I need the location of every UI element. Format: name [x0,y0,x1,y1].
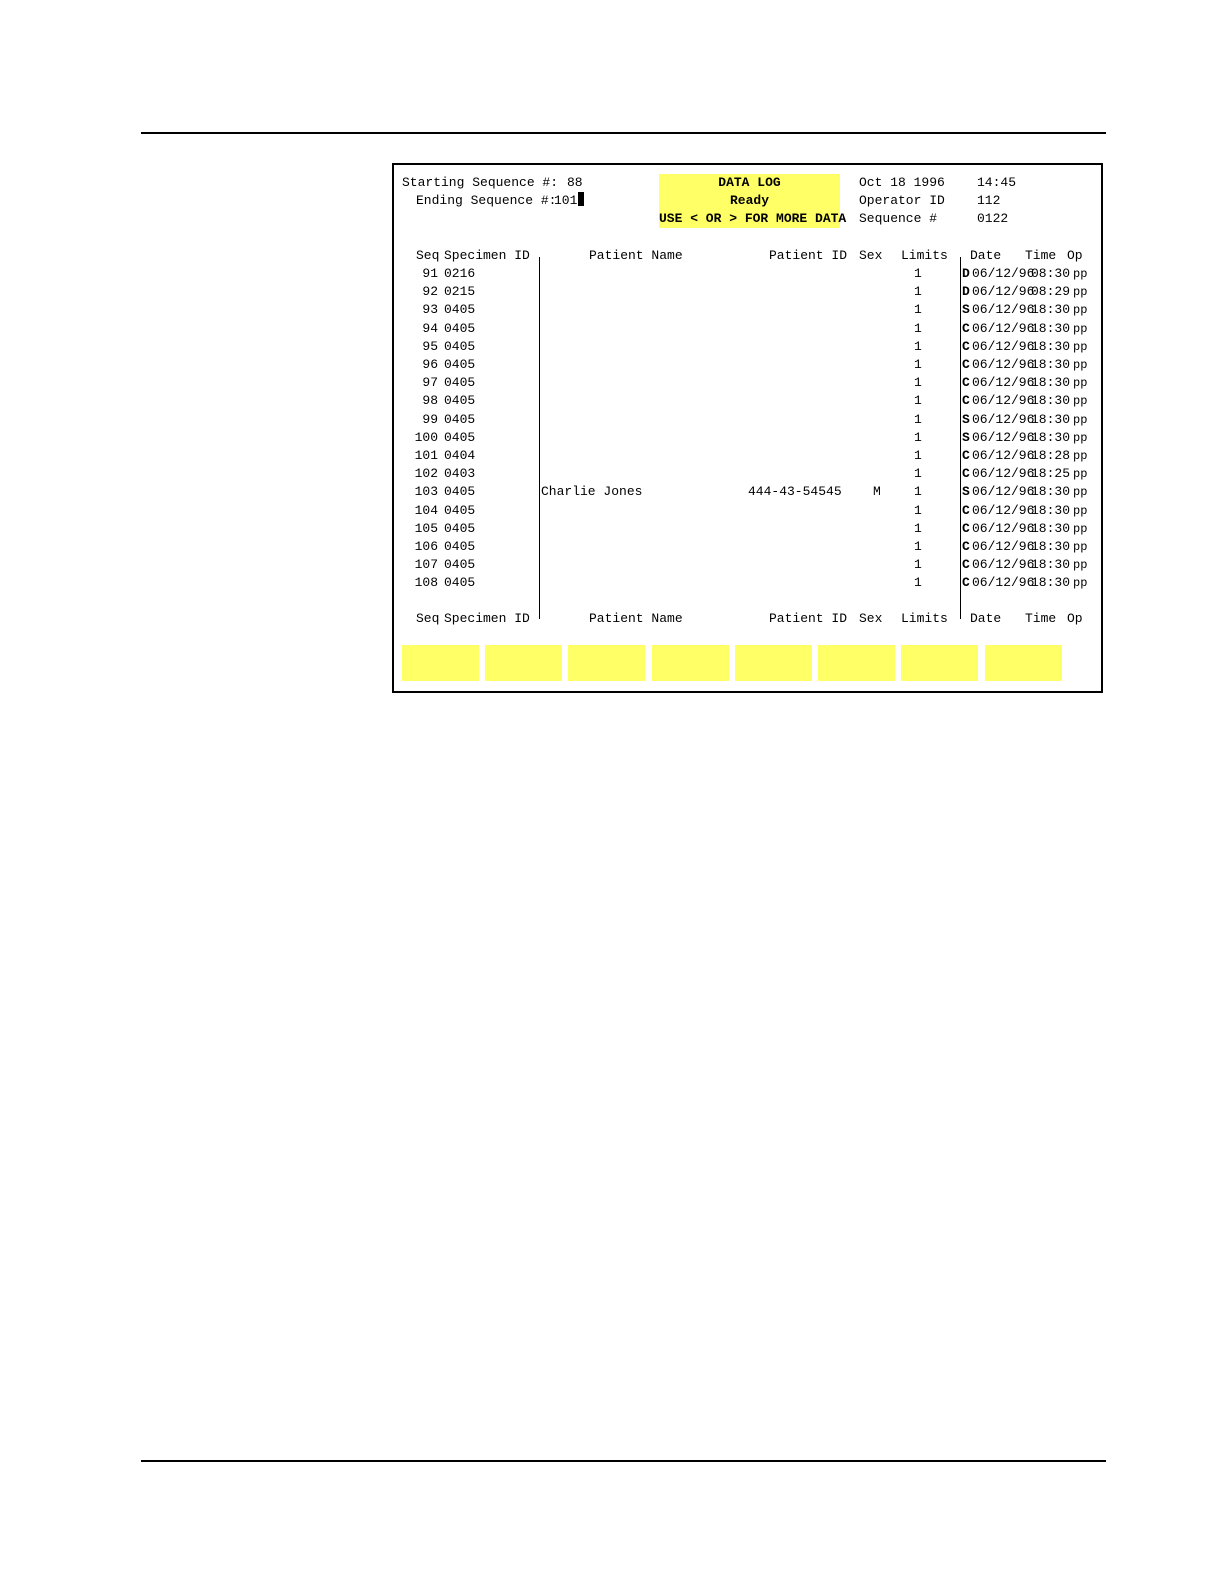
row-operator: pp [1073,303,1088,318]
navigation-hint: USE < OR > FOR MORE DATA [659,211,847,226]
row-operator: pp [1073,558,1088,573]
row-limits: 1 [914,338,922,354]
row-operator: pp [1073,394,1088,409]
top-rule [141,132,1106,134]
row-date: 06/12/96 [972,357,1035,372]
row-operator: pp [1073,285,1088,300]
row-patient-name: Charlie Jones [541,484,643,500]
status-panel [659,174,847,228]
row-date: 06/12/96 [972,520,1035,536]
row-date: 06/12/96 [972,557,1035,573]
row-date: 06/12/96 [972,411,1035,427]
col-patient-id-header: Patient ID [769,248,848,263]
table-row[interactable] [394,374,1101,392]
row-time: 18:30 [1031,520,1071,536]
row-date: 06/12/96 [972,429,1035,445]
row-flag: C [962,375,970,391]
row-time: 18:30 [1031,302,1071,318]
row-specimen-id: 0405 [444,502,476,518]
table-row[interactable] [394,556,1101,574]
col-limits-footer: Limits [901,611,948,626]
table-row[interactable] [394,392,1101,410]
row-limits: 1 [914,266,922,281]
row-seq: 104 [414,502,438,518]
row-date: 06/12/96 [972,284,1035,300]
row-date: 06/12/96 [972,338,1035,354]
row-flag: S [962,411,970,427]
row-operator: pp [1073,358,1088,372]
row-date: 06/12/96 [972,320,1035,336]
row-limits: 1 [914,375,922,391]
row-specimen-id: 0405 [444,484,476,500]
row-time: 18:30 [1031,539,1071,554]
function-key-4[interactable] [652,645,729,681]
table-row[interactable] [394,338,1101,356]
function-key-6[interactable] [818,645,895,681]
row-flag: C [962,448,970,463]
row-operator: pp [1073,412,1088,427]
row-date: 06/12/96 [972,502,1035,518]
row-date: 06/12/96 [972,466,1035,482]
row-limits: 1 [914,466,922,482]
col-patient-id-footer: Patient ID [769,611,848,626]
row-limits: 1 [914,448,922,463]
screen-title: DATA LOG [718,175,781,190]
row-specimen-id: 0405 [444,375,476,391]
row-specimen-id: 0405 [444,302,476,318]
row-seq: 94 [422,320,438,336]
col-specimen-footer: Specimen ID [444,611,530,626]
row-limits: 1 [914,320,922,336]
text-cursor [578,192,584,206]
row-operator: pp [1073,521,1088,536]
row-operator: pp [1073,339,1088,354]
row-specimen-id: 0405 [444,357,476,372]
row-time: 08:30 [1031,266,1071,281]
col-specimen-header: Specimen ID [444,248,530,263]
row-flag: C [962,520,970,536]
row-time: 18:30 [1031,411,1071,427]
row-time: 18:30 [1031,502,1071,518]
row-flag: C [962,338,970,354]
row-seq: 101 [414,448,438,463]
table-row[interactable] [394,356,1101,374]
row-date: 06/12/96 [972,266,1035,281]
row-operator: pp [1073,267,1088,281]
table-row[interactable] [394,320,1101,338]
row-time: 18:28 [1031,448,1071,463]
row-operator: pp [1073,467,1088,482]
row-flag: S [962,429,970,445]
row-time: 18:30 [1031,320,1071,336]
data-log-screen [392,163,1103,693]
row-operator: pp [1073,503,1088,518]
row-seq: 106 [414,539,438,554]
function-key-7[interactable] [901,645,978,681]
row-seq: 108 [414,575,438,591]
starting-sequence-field[interactable]: 88 [567,175,583,190]
row-flag: C [962,575,970,591]
row-time: 18:30 [1031,393,1071,409]
row-seq: 102 [414,466,438,482]
row-time: 18:30 [1031,338,1071,354]
row-flag: C [962,557,970,573]
row-flag: C [962,539,970,554]
row-time: 18:30 [1031,575,1071,591]
row-seq: 100 [414,429,438,445]
row-limits: 1 [914,357,922,372]
sequence-number-label: Sequence # [859,211,938,226]
row-operator: pp [1073,321,1088,336]
operator-id-value: 112 [977,193,1001,208]
row-specimen-id: 0405 [444,393,476,409]
function-key-2[interactable] [485,645,562,681]
table-row[interactable] [394,283,1101,301]
row-limits: 1 [914,429,922,445]
col-patient-name-footer: Patient Name [589,611,683,626]
row-date: 06/12/96 [972,393,1035,409]
row-specimen-id: 0403 [444,466,476,482]
row-time: 08:29 [1031,284,1071,300]
col-seq-header: Seq [416,248,440,263]
col-date-header: Date [970,248,1002,263]
row-flag: C [962,320,970,336]
table-row[interactable] [394,520,1101,538]
row-limits: 1 [914,539,922,554]
row-operator: pp [1073,576,1088,591]
row-flag: C [962,466,970,482]
ending-sequence-label: Ending Sequence #: [416,193,557,208]
row-flag: D [962,284,970,300]
row-operator: pp [1073,449,1088,463]
table-row[interactable] [394,574,1101,592]
table-row[interactable] [394,429,1101,447]
row-time: 18:30 [1031,484,1071,500]
row-specimen-id: 0405 [444,557,476,573]
col-patient-name-header: Patient Name [589,248,683,263]
row-specimen-id: 0405 [444,575,476,591]
col-time-footer: Time [1025,611,1057,626]
row-limits: 1 [914,284,922,300]
operator-id-label: Operator ID [859,193,945,208]
row-seq: 93 [422,302,438,318]
row-limits: 1 [914,411,922,427]
ending-sequence-value: 101 [554,193,578,208]
row-limits: 1 [914,557,922,573]
row-date: 06/12/96 [972,448,1035,463]
row-operator: pp [1073,540,1088,554]
col-op-footer: Op [1067,611,1083,626]
starting-sequence-label: Starting Sequence #: [402,175,559,190]
row-specimen-id: 0405 [444,320,476,336]
col-op-header: Op [1067,248,1083,263]
row-seq: 95 [422,338,438,354]
col-seq-footer: Seq [416,611,440,626]
table-row[interactable] [394,465,1101,483]
row-specimen-id: 0404 [444,448,476,463]
table-row[interactable] [394,483,1101,501]
row-seq: 91 [422,266,438,281]
row-time: 18:30 [1031,429,1071,445]
current-date: Oct 18 1996 [859,175,945,190]
row-time: 18:25 [1031,466,1071,482]
row-flag: S [962,302,970,318]
table-row[interactable] [394,538,1101,556]
row-date: 06/12/96 [972,375,1035,391]
ending-sequence-field[interactable] [554,192,584,210]
row-limits: 1 [914,502,922,518]
col-date-footer: Date [970,611,1002,626]
row-limits: 1 [914,520,922,536]
table-row[interactable] [394,265,1101,283]
row-seq: 99 [422,411,438,427]
row-limits: 1 [914,575,922,591]
row-date: 06/12/96 [972,539,1035,554]
row-specimen-id: 0405 [444,520,476,536]
row-time: 18:30 [1031,357,1071,372]
row-specimen-id: 0216 [444,266,476,281]
row-specimen-id: 0405 [444,338,476,354]
current-time: 14:45 [977,175,1017,190]
row-date: 06/12/96 [972,302,1035,318]
row-seq: 105 [414,520,438,536]
function-key-5[interactable] [735,645,812,681]
row-specimen-id: 0215 [444,284,476,300]
row-seq: 97 [422,375,438,391]
row-flag: C [962,357,970,372]
table-row[interactable] [394,411,1101,429]
row-time: 18:30 [1031,375,1071,391]
bottom-rule [141,1460,1106,1462]
row-date: 06/12/96 [972,575,1035,591]
row-limits: 1 [914,302,922,318]
row-date: 06/12/96 [972,484,1035,500]
col-limits-header: Limits [901,248,948,263]
row-limits: 1 [914,484,922,500]
function-key-1[interactable] [402,645,479,681]
sequence-number-value: 0122 [977,211,1009,226]
table-row[interactable] [394,502,1101,520]
row-flag: C [962,393,970,409]
status-text: Ready [729,193,769,208]
row-seq: 92 [422,284,438,300]
row-patient-id: 444-43-54545 [748,484,842,500]
table-row[interactable] [394,447,1101,465]
row-operator: pp [1073,430,1088,445]
row-limits: 1 [914,393,922,409]
row-seq: 103 [414,484,438,500]
col-time-header: Time [1025,248,1057,263]
row-seq: 107 [414,557,438,573]
table-row[interactable] [394,301,1101,319]
row-sex: M [873,484,881,500]
row-operator: pp [1073,485,1088,500]
row-flag: S [962,484,970,500]
col-sex-footer: Sex [859,611,883,626]
row-flag: D [962,266,970,281]
col-sex-header: Sex [859,248,883,263]
function-key-8[interactable] [985,645,1062,681]
row-specimen-id: 0405 [444,411,476,427]
row-time: 18:30 [1031,557,1071,573]
row-seq: 96 [422,357,438,372]
row-seq: 98 [422,393,438,409]
function-key-3[interactable] [568,645,645,681]
row-specimen-id: 0405 [444,539,476,554]
row-operator: pp [1073,376,1088,391]
row-flag: C [962,502,970,518]
row-specimen-id: 0405 [444,429,476,445]
